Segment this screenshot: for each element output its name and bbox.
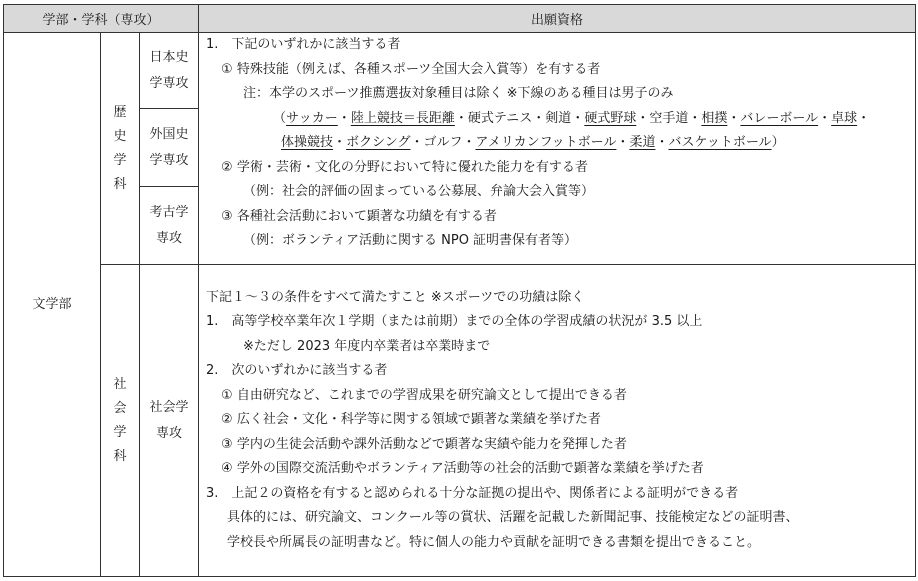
history-dept-char: 史 (113, 128, 127, 144)
header-faculty-dept: 学部・学科（専攻） (4, 5, 199, 33)
sociology-dept-cell (101, 265, 140, 577)
major-japanese-history: 日本史 学専攻 (140, 33, 199, 109)
major-archaeology: 考古学 専攻 (140, 187, 199, 265)
history-dept-cell (101, 33, 140, 265)
header-row (4, 5, 916, 33)
faculty-name: 文学部 (32, 296, 72, 312)
history-dept-char: 歴 (113, 104, 127, 120)
major-sociology: 社会学 専攻 (140, 265, 199, 577)
major-foreign-history: 外国史 学専攻 (140, 109, 199, 187)
qualification-table (3, 4, 916, 577)
history-dept-char: 科 (113, 176, 127, 192)
sociology-row (4, 265, 916, 577)
sociology-dept-char: 学 (113, 424, 127, 440)
sociology-dept-char: 社 (113, 376, 127, 392)
sports-list-line-2: 体操競技・ボクシング・ゴルフ・アメリカンフットボール・柔道・バスケットボール） (281, 135, 785, 150)
header-qualification: 出願資格 (199, 5, 916, 33)
sociology-qualification: 下記１～３の条件をすべて満たすこと ※スポーツでの功績は除く 1. 高等学校卒業年次１学期（または前期）までの全体の学習成績の状況が 3.5 以上 ※ただし 2023 年度内卒業者は卒業時まで 2. 次のいずれかに該当する者 ① 自由研究など、これまでの学習成果を研究論文として提出できる者 ② 広く社会・文化・科学等に関する領域で顕著な業績を挙げた者 ③ 学内の生徒会活動や課外活動などで顕著な実績や能力を発揮した者 ④ 学外の国際交流活動やボランティア活動等の社会的活動で顕著な業績を挙げた者 3. 上記２の資格を有すると認められる十分な証拠の提出や、関係者による証明ができる者 具体的には、研究論文、コンクール等の賞状、活躍を記載した新聞記事、技能検定などの証明書、 学校長や所属長の証明書など。特に個人の能力や貢献を証明できる書類を提出できること。 (199, 265, 916, 577)
history-row-1 (4, 33, 916, 109)
history-qualification: 1. 下記のいずれかに該当する者 ① 特殊技能（例えば、各種スポーツ全国大会入賞等）を有する者 注：本学のスポーツ推薦選抜対象種目は除く ※下線のある種目は男子のみ （サッカー・陸上競技＝長距離・硬式テニス・剣道・硬式野球・空手道・相撲・バレーボール・卓球・ 体操競技・ボクシング・ゴルフ・アメリカンフットボール・柔道・バスケットボール） ② 学術・芸術・文化の分野において特に優れた能力を有する者 （例：社会的評価の固まっている公募展、弁論大会入賞等） ③ 各種社会活動において顕著な功績を有する者 （例：ボランティア活動に関する NPO 証明書保有者等） (199, 33, 916, 265)
sociology-dept-char: 会 (113, 400, 127, 416)
sports-list-line-1: （サッカー・陸上競技＝長距離・硬式テニス・剣道・硬式野球・空手道・相撲・バレーボール・卓球・ (273, 110, 871, 126)
sociology-dept-char: 科 (113, 448, 127, 464)
history-dept-char: 学 (113, 152, 127, 168)
faculty-cell (4, 33, 101, 577)
